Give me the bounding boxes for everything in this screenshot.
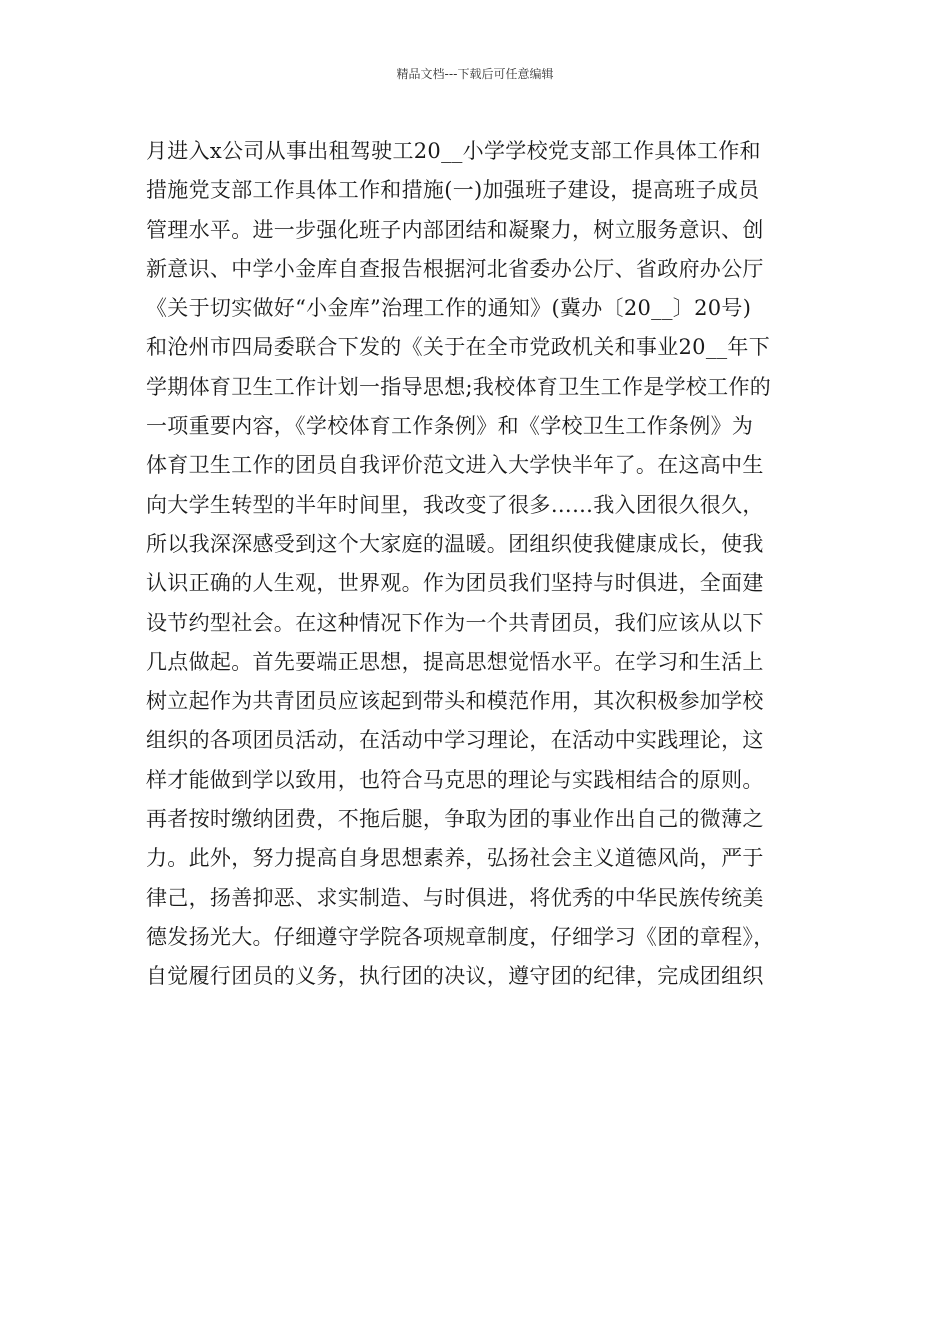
- text-line: 管理水平。进一步强化班子内部团结和凝聚力，树立服务意识、创: [146, 217, 764, 242]
- text-line: 样才能做到学以致用，也符合马克思的理论与实践相结合的原则。: [146, 767, 764, 792]
- text-line: 德发扬光大。仔细遵守学院各项规章制度，仔细学习《团的章程》，: [146, 924, 775, 949]
- text-line: 律己，扬善抑恶、求实制造、与时俱进，将优秀的中华民族传统美: [146, 885, 764, 910]
- text-line: 几点做起。首先要端正思想，提高思想觉悟水平。在学习和生活上: [146, 649, 764, 674]
- text-line: 设节约型社会。在这种情况下作为一个共青团员，我们应该从以下: [146, 610, 764, 635]
- text-line: 向大学生转型的半年时间里，我改变了很多……我入团很久很久，: [146, 492, 764, 517]
- text-line: 自觉履行团员的义务，执行团的决议，遵守团的纪律，完成团组织: [146, 964, 764, 989]
- text-line: 树立起作为共青团员应该起到带头和模范作用，其次积极参加学校: [146, 689, 764, 714]
- text-line: 新意识、中学小金库自查报告根据河北省委办公厅、省政府办公厅: [146, 256, 764, 281]
- text-line: 再者按时缴纳团费，不拖后腿，争取为团的事业作出自己的微薄之: [146, 807, 764, 832]
- text-line: 学期体育卫生工作计划一指导思想;我校体育卫生工作是学校工作的: [146, 374, 772, 399]
- text-line: 一项重要内容，《学校体育工作条例》和《学校卫生工作条例》为: [146, 414, 754, 439]
- text-line: 力。此外，努力提高自身思想素养，弘扬社会主义道德风尚，严于: [146, 846, 764, 871]
- body-text: [146, 132, 812, 997]
- text-line: 措施党支部工作具体工作和措施(一)加强班子建设，提高班子成员: [146, 178, 760, 203]
- text-line: 月进入x公司从事出租驾驶工20__小学学校党支部工作具体工作和: [146, 139, 761, 163]
- text-line: 所以我深深感受到这个大家庭的温暖。团组织使我健康成长，使我: [146, 531, 764, 556]
- page-header: 精品文档---下载后可任意编辑: [396, 67, 554, 81]
- text-line: 组织的各项团员活动，在活动中学习理论，在活动中实践理论，这: [146, 728, 764, 753]
- text-line: 认识正确的人生观，世界观。作为团员我们坚持与时俱进，全面建: [146, 571, 764, 596]
- text-line: 体育卫生工作的团员自我评价范文进入大学快半年了。在这高中生: [146, 453, 764, 478]
- text-line: 《关于切实做好“小金库”治理工作的通知》(冀办〔20__〕20号): [146, 296, 752, 321]
- text-line: 和沧州市四局委联合下发的《关于在全市党政机关和事业20__年下: [146, 335, 771, 360]
